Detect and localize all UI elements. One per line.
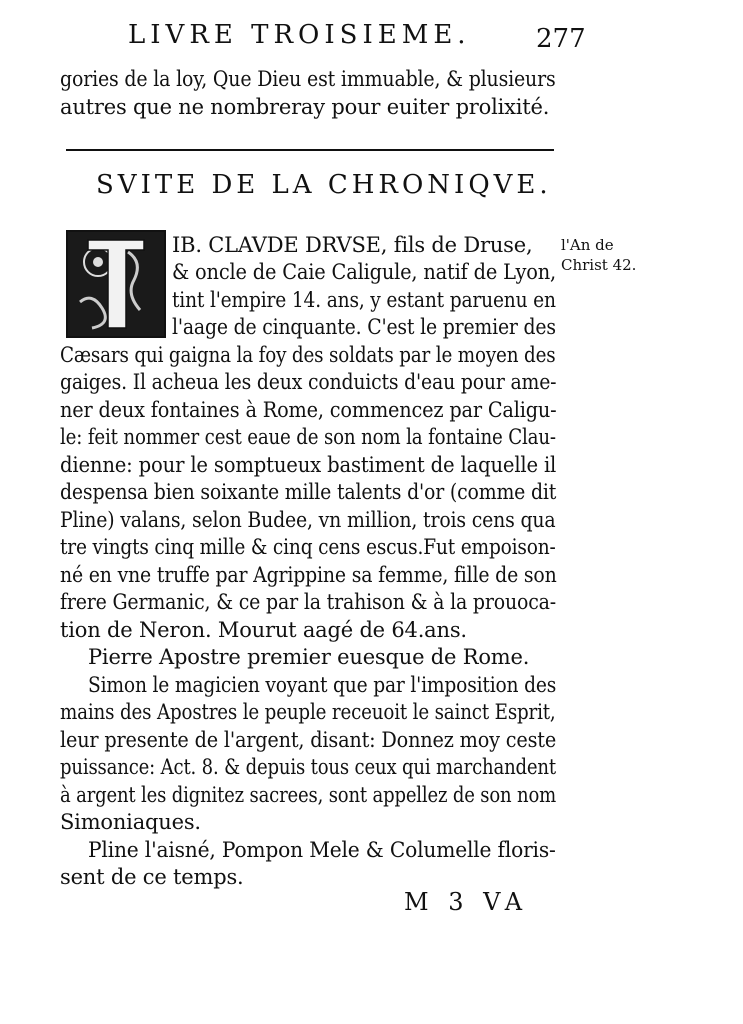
body-line: Pline) valans, selon Budee, vn million, trois cens qua [60, 508, 556, 532]
body-line: dienne: pour le somptueux bastiment de laquelle il [60, 453, 557, 477]
body-line: IB. CLAVDE DRVSE, fils de Druse, [172, 233, 533, 257]
intro-line: autres que ne nombreray pour euiter prolixité. [60, 95, 550, 119]
body-line: gaiges. Il acheua les deux conduicts d'eau pour ame- [60, 370, 557, 394]
body-line: & oncle de Caie Caligule, natif de Lyon, [172, 260, 556, 284]
signature-mark: M 3 VA [404, 888, 529, 916]
body-line: tint l'empire 14. ans, y estant paruenu en [172, 288, 556, 312]
body-line: à argent les dignitez sacrees, sont appellez de son nom [60, 783, 557, 807]
running-head: LIVRE TROISIEME. [128, 20, 471, 50]
body-line: despensa bien soixante mille talents d'or (comme dit [60, 480, 557, 504]
ornament-icon [68, 232, 164, 336]
body-line: né en vne truffe par Agrippine sa femme, fille de son [60, 563, 557, 587]
body-line: sent de ce temps. [60, 865, 244, 889]
body-line: Simoniaques. [60, 810, 201, 834]
body-line: tre vingts cinq mille & cinq cens escus.Fut empoison- [60, 535, 556, 559]
body-line: le: feit nommer cest eaue de son nom la fontaine Clau- [60, 425, 556, 449]
margin-note-line: Christ 42. [561, 256, 637, 274]
body-line: frere Germanic, & ce par la trahison & à la prouoca- [60, 590, 556, 614]
body-line: Pline l'aisné, Pompon Mele & Columelle floris- [88, 838, 556, 862]
page-number: 277 [536, 24, 586, 54]
body-line: Cæsars qui gaigna la foy des soldats par le moyen des [60, 343, 556, 367]
body-line: tion de Neron. Mourut aagé de 64.ans. [60, 618, 467, 642]
body-line: mains des Apostres le peuple receuoit le sainct Esprit, [60, 700, 556, 724]
body-line: Pierre Apostre premier euesque de Rome. [88, 645, 530, 669]
body-line: leur presente de l'argent, disant: Donnez moy ceste [60, 728, 557, 752]
intro-line: gories de la loy, Que Dieu est immuable, & plusieurs [60, 67, 556, 91]
margin-note-line: l'An de [561, 236, 614, 254]
horizontal-rule [66, 149, 554, 151]
body-line: puissance: Act. 8. & depuis tous ceux qui marchandent [60, 755, 556, 779]
section-title: SVITE DE LA CHRONIQVE. [96, 170, 552, 200]
ornamental-drop-cap [66, 230, 166, 338]
body-line: Simon le magicien voyant que par l'imposition des [88, 673, 557, 697]
body-line: l'aage de cinquante. C'est le premier des [172, 315, 556, 339]
body-line: ner deux fontaines à Rome, commencez par Caligu- [60, 398, 557, 422]
